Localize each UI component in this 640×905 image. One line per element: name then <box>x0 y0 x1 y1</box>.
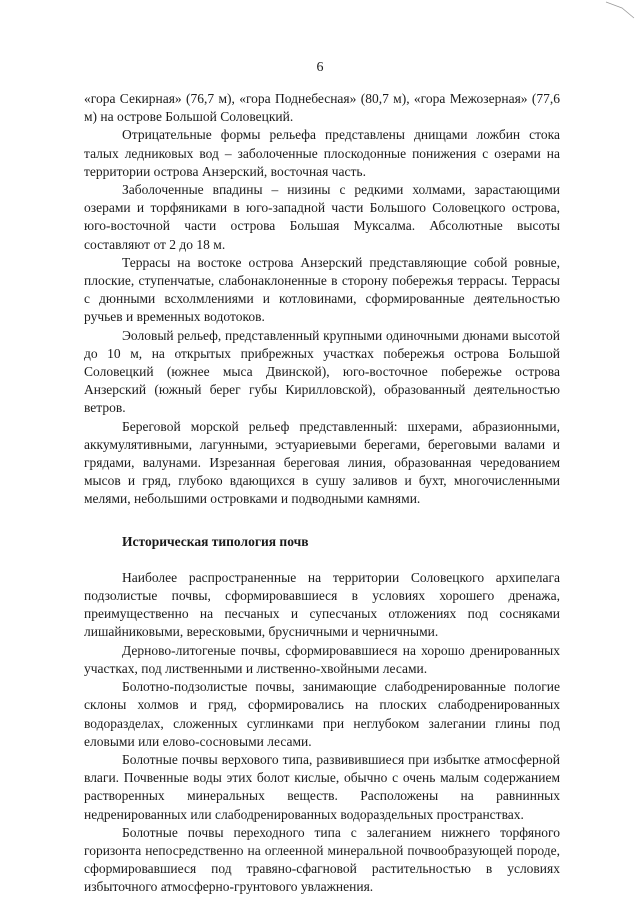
paragraph-continuation: «гора Секирная» (76,7 м), «гора Поднебесная» (80,7 м), «гора Межозерная» (77,6 м) на острове Большой Соловецкий. <box>84 91 560 125</box>
paragraph: Заболоченные впадины – низины с редкими холмами, зарастающими озерами и торфяниками в юго-западной части Большого Соловецкого острова, юго-восточной части острова Большая Муксалма. Абсолютные высоты составляют от 2 до 18 м. <box>84 182 560 252</box>
paragraph: Береговой морской рельеф представленный: шхерами, абразионными, аккумулятивными, лагунными, эстуариевыми берегами, береговыми валами и грядами, валунами. Изрезанная береговая линия, образованная чередованием мысов и гряд, глубоко вдающихся в сушу заливов и бухт, многочисленными мелями, небольшими островками и подводными камнями. <box>84 418 560 507</box>
paragraph: Террасы на востоке острова Анзерский представляющие собой ровные, плоские, ступенчатые, слабонаклоненные в сторону побережья террасы. Террасы с дюнными всхолмлениями и котловинами, сформированные деятельностью ручьев и временных водотоков. <box>84 254 560 325</box>
paragraph: Дерново-литогеные почвы, сформировавшиеся на хорошо дренированных участках, под лиственными и лиственно-хвойными лесами. <box>84 642 560 676</box>
paragraph: Наиболее распространенные на территории Соловецкого архипелага подзолистые почвы, сформировавшиеся в условиях хорошего дренажа, преимущественно на песчаных и супесчаных отложениях под сосняками лишайниковыми, вересковыми, брусничными и черничными. <box>84 569 560 640</box>
body-text <box>84 90 560 897</box>
paragraph: Болотные почвы переходного типа с залеганием нижнего торфяного горизонта непосредственно на оглеенной минеральной почвообразующей породе, сформировавшиеся под травяно-сфагновой растительностью в условиях избыточного атмосферно-грунтового увлажнения. <box>84 824 560 895</box>
paragraph: Эоловый рельеф, представленный крупными одиночными дюнами высотой до 10 м, на открытых прибрежных участках побережья острова Большой Соловецкий (южнее мыса Двинской), юго-восточное побережье острова Анзерский (южный берег губы Кирилловской), образованный деятельностью ветров. <box>84 327 560 416</box>
corner-scan-mark <box>604 0 638 22</box>
paragraph: Болотно-подзолистые почвы, занимающие слабодренированные пологие склоны холмов и гряд, сформировались на плоских слабодренированных водоразделах, сложенных суглинками при неглубоком залегании глины под еловыми или елово-сосновыми лесами. <box>84 679 560 749</box>
paragraph: Болотные почвы верхового типа, развивившиеся при избытке атмосферной влаги. Почвенные воды этих болот кислые, обычно с очень малым содержанием растворенных минеральных веществ. Расположены на равнинных недренированных или слабодренированных водораздельных пространствах. <box>84 751 560 822</box>
page-number: 6 <box>316 60 324 75</box>
paragraph: Отрицательные формы рельефа представлены днищами ложбин стока талых ледниковых вод – заболоченные плоскодонные понижения с озерами на территории острова Анзерский, восточная часть. <box>84 127 560 179</box>
section-heading: Историческая типология почв <box>122 533 309 549</box>
